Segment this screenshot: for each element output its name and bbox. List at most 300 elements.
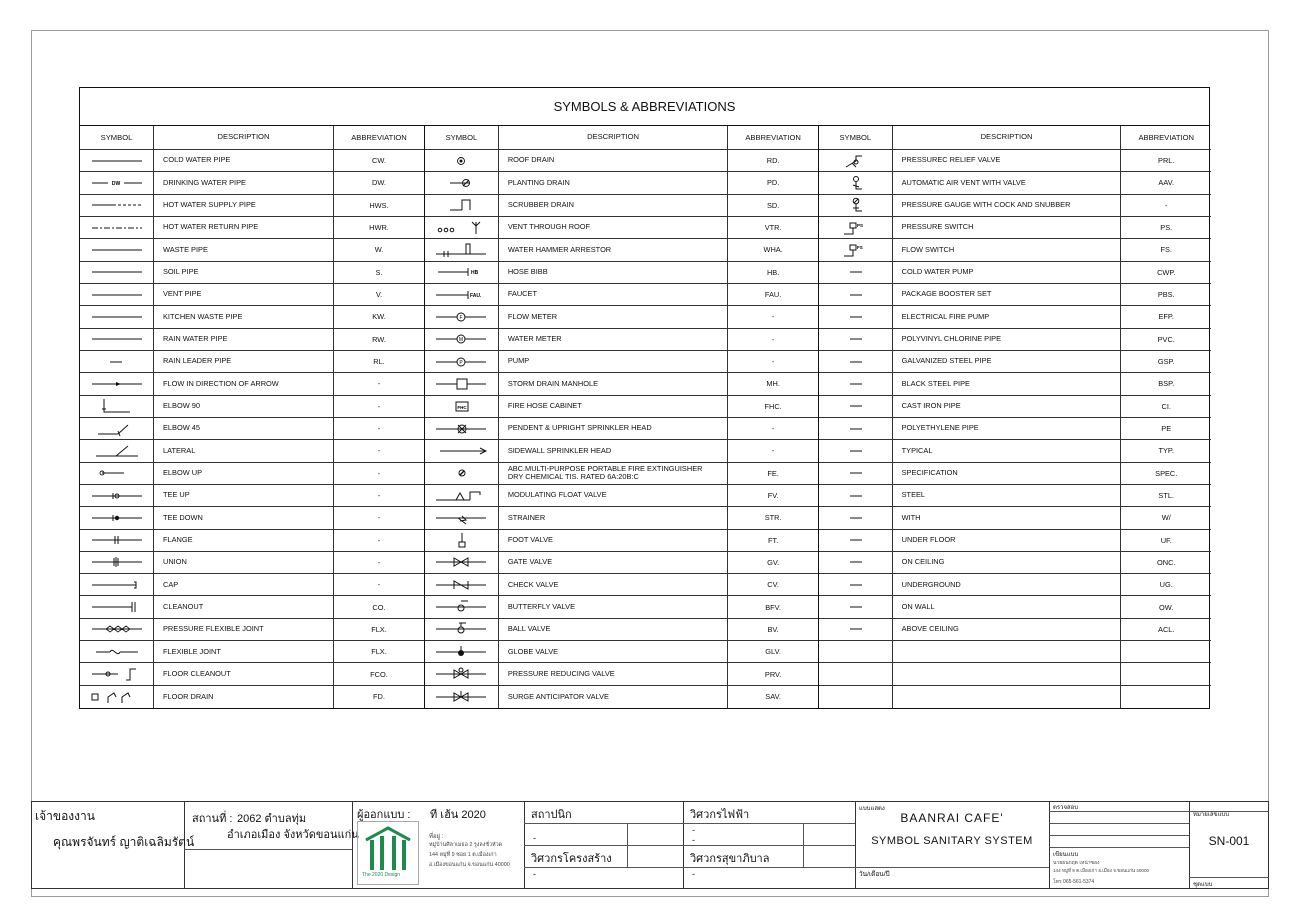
symbol-dash-icon <box>824 577 886 593</box>
symbol-pump-icon <box>430 354 492 370</box>
description-cell: FLANGE <box>154 530 334 551</box>
abbreviation-cell: SPEC. <box>1155 468 1178 478</box>
description-cell: GATE VALVE <box>499 552 728 573</box>
symbol-check-icon <box>430 577 492 593</box>
abbreviation-cell: - <box>377 401 381 411</box>
description-cell: UNDER FLOOR <box>893 530 1122 551</box>
symbol-cell <box>425 641 499 662</box>
symbol-cell <box>425 530 499 551</box>
legend-row <box>425 663 818 685</box>
symbol-cell <box>819 440 893 461</box>
symbol-arrow-icon <box>86 376 148 392</box>
symbol-line-icon <box>86 309 148 325</box>
legend-row <box>819 574 1211 596</box>
abbreviation-cell: PVC. <box>1157 334 1175 344</box>
symbol-dash-icon <box>824 421 886 437</box>
abbreviation-cell: EFP. <box>1158 312 1174 322</box>
symbol-cell <box>819 596 893 617</box>
symbol-cell <box>819 373 893 394</box>
description-cell: VENT PIPE <box>154 284 334 305</box>
symbol-cell <box>80 351 154 372</box>
checked-label: ตรวจสอบ <box>1053 805 1079 811</box>
symbol-cell <box>80 329 154 350</box>
symbol-pfj-icon <box>86 621 148 637</box>
abbreviation-cell: UG. <box>1159 580 1173 590</box>
symbol-sprinkler-icon <box>430 421 492 437</box>
description-cell: CAST IRON PIPE <box>893 396 1122 417</box>
symbol-cell <box>819 686 893 708</box>
symbol-flex-icon <box>86 644 148 660</box>
symbol-line-icon <box>86 331 148 347</box>
description-cell: BLACK STEEL PIPE <box>893 373 1122 394</box>
symbol-dash-icon <box>824 354 886 370</box>
description-cell: LATERAL <box>154 440 334 461</box>
symbol-cell <box>425 351 499 372</box>
symbol-dash-icon <box>824 331 886 347</box>
description-cell: SOIL PIPE <box>154 262 334 283</box>
description-cell: WATER HAMMER ARRESTOR <box>499 239 728 260</box>
legend-row <box>425 217 818 239</box>
symbol-cell <box>425 262 499 283</box>
description-cell: ELBOW 90 <box>154 396 334 417</box>
symbol-vtr-icon <box>430 220 492 236</box>
symbol-cell <box>80 530 154 551</box>
symbol-cell <box>819 574 893 595</box>
electrical-label: วิศวกรไฟฟ้า <box>690 809 750 821</box>
symbol-cell <box>425 418 499 439</box>
description-cell: GALVANIZED STEEL PIPE <box>893 351 1122 372</box>
legend-row <box>819 284 1211 306</box>
abbreviation-cell: ACL. <box>1158 624 1175 634</box>
symbol-elbow90-icon <box>86 398 148 414</box>
symbol-cell <box>80 686 154 708</box>
description-cell: POLYVINYL CHLORINE PIPE <box>893 329 1122 350</box>
description-cell: FLOOR CLEANOUT <box>154 663 334 684</box>
abbreviation-cell: HWR. <box>369 223 389 233</box>
symbol-cell <box>425 217 499 238</box>
abbreviation-cell: RW. <box>372 334 386 344</box>
symbol-cell <box>425 552 499 573</box>
legend-row <box>425 239 818 261</box>
description-cell: PACKAGE BOOSTER SET <box>893 284 1122 305</box>
legend-row <box>819 150 1211 172</box>
symbol-cell <box>80 641 154 662</box>
description-cell: CAP <box>154 574 334 595</box>
sheet-label: หมายเลขแบบ <box>1193 812 1230 818</box>
symbol-cell <box>80 507 154 528</box>
symbol-dash-icon <box>824 443 886 459</box>
legend-row <box>425 574 818 596</box>
abbreviation-cell: PRV. <box>764 669 782 679</box>
abbreviation-cell: FE. <box>767 468 779 478</box>
description-cell: VENT THROUGH ROOF <box>499 217 728 238</box>
symbol-hb-icon <box>430 264 492 280</box>
abbreviation-cell: FLX. <box>371 647 387 657</box>
abbreviation-cell: - <box>377 491 381 500</box>
description-cell: STRAINER <box>499 507 728 528</box>
legend-row <box>819 619 1211 641</box>
svg-text:DW: DW <box>111 180 120 187</box>
symbol-cell <box>80 485 154 506</box>
symbol-line-icon <box>86 242 148 258</box>
abbreviation-cell: DW. <box>372 178 386 188</box>
abbreviation-cell: - <box>377 446 381 456</box>
legend-columns <box>80 126 1209 708</box>
legend-row <box>80 373 424 395</box>
symbol-cell <box>819 485 893 506</box>
sanitary-dash: - <box>692 869 695 879</box>
header-symbol: SYMBOL <box>80 126 154 149</box>
description-cell: ELBOW 45 <box>154 418 334 439</box>
symbol-cell <box>80 306 154 327</box>
symbol-cell <box>819 663 893 684</box>
description-cell: FIRE HOSE CABINET <box>499 396 728 417</box>
symbol-dashed-short-icon <box>86 197 148 213</box>
symbol-floatvalve-icon <box>430 488 492 504</box>
symbol-cell <box>819 284 893 305</box>
abbreviation-cell: - <box>771 446 775 456</box>
symbol-dash-icon <box>824 532 886 548</box>
date-label: วัน/เดือน/ปี <box>859 871 890 878</box>
symbol-gate-icon <box>430 554 492 570</box>
legend-row <box>80 619 424 641</box>
header-description: DESCRIPTION <box>893 126 1122 149</box>
symbol-cell <box>80 262 154 283</box>
legend-row <box>425 262 818 284</box>
symbol-ball-icon <box>430 621 492 637</box>
legend-row <box>425 440 818 462</box>
symbol-cell <box>819 530 893 551</box>
symbol-cell <box>425 172 499 193</box>
address-line-1: หมู่บ้านศิลาเมธอ 2 รูงลงชั่วหัวด <box>429 842 503 848</box>
abbreviation-cell: PBS. <box>1157 290 1175 300</box>
legend-row <box>425 596 818 618</box>
symbol-line-icon <box>86 264 148 280</box>
legend-row <box>425 552 818 574</box>
symbol-cell <box>425 507 499 528</box>
abbreviation-cell: W/ <box>1161 513 1171 523</box>
symbol-cell <box>80 150 154 171</box>
description-cell: PRESSURE FLEXIBLE JOINT <box>154 619 334 640</box>
abbreviation-cell: CW. <box>372 156 386 166</box>
legend-row <box>80 239 424 261</box>
symbol-cell <box>80 619 154 640</box>
symbol-fco-icon <box>86 666 148 682</box>
description-cell: SIDEWALL SPRINKLER HEAD <box>499 440 728 461</box>
symbol-cell <box>425 195 499 216</box>
symbol-cell <box>819 195 893 216</box>
symbol-flange-icon <box>86 532 148 548</box>
abbreviation-cell: SD. <box>766 200 780 210</box>
abbreviation-cell: - <box>771 334 775 344</box>
symbol-dash-icon <box>824 554 886 570</box>
symbol-short-icon <box>86 354 148 370</box>
legend-row <box>819 507 1211 529</box>
symbol-cell <box>425 150 499 171</box>
legend-header-row <box>80 126 424 150</box>
legend-row <box>425 686 818 708</box>
legend-row <box>425 284 818 306</box>
legend-row <box>80 507 424 529</box>
symbol-cell <box>80 284 154 305</box>
abbreviation-cell: CO. <box>372 602 386 612</box>
abbreviation-cell: FD. <box>373 692 385 702</box>
legend-row <box>819 329 1211 351</box>
legend-row <box>80 284 424 306</box>
symbol-strainer-icon <box>430 510 492 526</box>
electrical-dash-1: - <box>692 825 695 835</box>
architect-label: สถาปนิก <box>531 809 572 821</box>
symbol-wm-icon <box>430 331 492 347</box>
drawn-label: เขียนแบบ <box>1053 852 1079 858</box>
symbol-cell <box>425 440 499 461</box>
abbreviation-cell <box>1121 641 1211 662</box>
legend-row <box>80 574 424 596</box>
symbol-cell <box>819 150 893 171</box>
legend-row <box>425 351 818 373</box>
description-cell: WITH <box>893 507 1122 528</box>
symbol-fm-icon <box>430 309 492 325</box>
symbol-sidewall-icon <box>430 443 492 459</box>
abbreviation-cell: PD. <box>766 178 780 188</box>
legend-row <box>425 172 818 194</box>
symbol-cell <box>425 619 499 640</box>
symbol-cleanout-icon <box>86 599 148 615</box>
legend-row <box>80 150 424 172</box>
symbol-cell <box>819 619 893 640</box>
description-cell: ON WALL <box>893 596 1122 617</box>
abbreviation-cell: - <box>377 580 381 590</box>
legend-row <box>80 463 424 485</box>
description-cell <box>893 686 1122 708</box>
symbol-fs-icon <box>824 242 886 258</box>
owner-label: เจ้าของงาน <box>35 809 95 823</box>
symbol-prv-icon <box>430 666 492 682</box>
symbol-footvalve-icon <box>430 532 492 548</box>
legend-row <box>425 530 818 552</box>
abbreviation-cell: FT. <box>767 535 779 545</box>
symbol-cell <box>80 440 154 461</box>
location-label: สถานที่ : <box>192 813 233 825</box>
symbol-line-icon <box>86 287 148 303</box>
symbol-sav-icon <box>430 689 492 705</box>
abbreviation-cell: BV. <box>767 624 779 634</box>
symbol-teedown-icon <box>86 510 148 526</box>
abbreviation-cell: HB. <box>766 267 780 277</box>
description-cell: COLD WATER PUMP <box>893 262 1122 283</box>
abbreviation-cell: WHA. <box>763 245 783 255</box>
location-line-1: 2062 ตำบลทุ่ม <box>237 813 307 825</box>
description-cell: BALL VALVE <box>499 619 728 640</box>
drawing-label: แบบแสดง <box>859 806 885 812</box>
legend-row <box>819 641 1211 663</box>
symbol-cell <box>819 641 893 662</box>
legend-row <box>819 351 1211 373</box>
abbreviation-cell: FV. <box>767 491 779 500</box>
abbreviation-cell: S. <box>375 267 383 277</box>
description-cell: FLOOR DRAIN <box>154 686 334 708</box>
abbreviation-cell: TYP. <box>1158 446 1174 456</box>
symbol-cell <box>80 552 154 573</box>
abbreviation-cell: STL. <box>1158 491 1175 500</box>
symbol-gauge-icon <box>824 197 886 213</box>
description-cell: CHECK VALVE <box>499 574 728 595</box>
legend-row <box>819 262 1211 284</box>
abbreviation-cell: - <box>771 424 775 434</box>
description-cell: MODULATING FLOAT VALVE <box>499 485 728 506</box>
symbol-dash-icon <box>824 510 886 526</box>
header-symbol: SYMBOL <box>425 126 499 149</box>
legend-row <box>80 351 424 373</box>
drawn-address: 144 หมู่ที่ 9 ต.เมืองเก่า อ.เมือง จ.ขอนแก่น 40000 <box>1053 868 1150 873</box>
legend-row <box>80 329 424 351</box>
symbol-cell <box>819 396 893 417</box>
title-block <box>31 801 1269 889</box>
abbreviation-cell: FCO. <box>370 669 388 679</box>
abbreviation-cell: GV. <box>767 557 780 567</box>
symbol-ps-icon <box>824 220 886 236</box>
description-cell: FAUCET <box>499 284 728 305</box>
symbol-aav-icon <box>824 175 886 191</box>
description-cell: ELBOW UP <box>154 463 334 484</box>
legend-row <box>80 440 424 462</box>
description-cell: UNION <box>154 552 334 573</box>
symbol-cell <box>425 329 499 350</box>
description-cell: SCRUBBER DRAIN <box>499 195 728 216</box>
symbol-manhole-icon <box>430 376 492 392</box>
abbreviation-cell: ONC. <box>1156 557 1176 567</box>
legend-row <box>80 552 424 574</box>
symbol-cell <box>425 686 499 708</box>
abbreviation-cell: FAU. <box>764 290 782 300</box>
abbreviation-cell: - <box>377 468 381 478</box>
structural-label: วิศวกรโครงสร้าง <box>531 853 612 865</box>
svg-text:P: P <box>459 359 464 366</box>
structural-dash: - <box>533 869 536 879</box>
symbol-dash-icon <box>824 398 886 414</box>
description-cell: SPECIFICATION <box>893 463 1122 484</box>
legend-row <box>425 396 818 418</box>
symbol-cell <box>425 663 499 684</box>
legend-header-row <box>819 126 1211 150</box>
abbreviation-cell: KW. <box>372 312 386 322</box>
designer-label: ผู้ออกแบบ : <box>357 809 411 821</box>
abbreviation-cell: PE <box>1161 424 1172 434</box>
owner-name: คุณพรจันทร์ ญาติเฉลิมรัตน์ <box>53 835 195 849</box>
legend-row <box>425 329 818 351</box>
description-cell: PRESSUREC RELIEF VALVE <box>893 150 1122 171</box>
abbreviation-cell: - <box>1165 200 1168 210</box>
description-cell: ELECTRICAL FIRE PUMP <box>893 306 1122 327</box>
symbol-cell <box>425 485 499 506</box>
abbreviation-cell: HWS. <box>369 200 389 210</box>
legend-column-1 <box>80 126 425 708</box>
description-cell: WATER METER <box>499 329 728 350</box>
description-cell: KITCHEN WASTE PIPE <box>154 306 334 327</box>
abbreviation-cell: BFV. <box>765 602 781 612</box>
symbol-cell <box>80 217 154 238</box>
description-cell: ON CEILING <box>893 552 1122 573</box>
header-description: DESCRIPTION <box>499 126 728 149</box>
abbreviation-cell: - <box>377 513 381 523</box>
symbol-cell <box>80 396 154 417</box>
abbreviation-cell: CI. <box>1161 401 1171 411</box>
architect-dash: - <box>533 833 536 843</box>
symbol-dash-icon <box>824 287 886 303</box>
description-cell: FLOW METER <box>499 306 728 327</box>
legend-row <box>819 440 1211 462</box>
description-cell: SURGE ANTICIPATOR VALVE <box>499 686 728 708</box>
description-cell: PRESSURE REDUCING VALVE <box>499 663 728 684</box>
symbol-elbow45-icon <box>86 421 148 437</box>
description-cell: PENDENT & UPRIGHT SPRINKLER HEAD <box>499 418 728 439</box>
abbreviation-cell: PS. <box>1160 223 1173 233</box>
symbol-dash-icon <box>824 465 886 481</box>
symbol-cell <box>819 239 893 260</box>
symbol-cell <box>80 463 154 484</box>
symbol-cell <box>425 574 499 595</box>
header-abbreviation: ABBREVIATION <box>745 132 801 142</box>
symbol-cell <box>425 596 499 617</box>
description-cell: STEEL <box>893 485 1122 506</box>
svg-text:HB: HB <box>471 270 479 277</box>
abbreviation-cell: BSP. <box>1158 379 1175 389</box>
description-cell: UNDERGROUND <box>893 574 1122 595</box>
abbreviation-cell: AAV. <box>1158 178 1175 188</box>
description-cell: CLEANOUT <box>154 596 334 617</box>
symbol-dash-icon <box>824 621 886 637</box>
legend-row <box>425 195 818 217</box>
abbreviation-cell: - <box>771 357 775 367</box>
abbreviation-cell: PRL. <box>1158 156 1175 166</box>
symbol-butterfly-icon <box>430 599 492 615</box>
description-cell: FOOT VALVE <box>499 530 728 551</box>
legend-row <box>425 306 818 328</box>
symbol-fhc-icon <box>430 398 492 414</box>
electrical-dash-2: - <box>692 835 695 845</box>
legend-header-row <box>425 126 818 150</box>
abbreviation-cell: FS. <box>1160 245 1172 255</box>
symbol-union-icon <box>86 554 148 570</box>
legend-row <box>819 306 1211 328</box>
abbreviation-cell: SAV. <box>765 692 781 702</box>
legend-row <box>80 418 424 440</box>
symbol-cell <box>80 596 154 617</box>
symbol-dash-icon <box>824 599 886 615</box>
symbol-cell <box>819 463 893 484</box>
abbreviation-cell: CV. <box>767 580 779 590</box>
abbreviation-cell: GLV. <box>765 647 781 657</box>
abbreviation-cell: RL. <box>373 357 385 367</box>
legend-row <box>819 396 1211 418</box>
legend-column-2 <box>425 126 819 708</box>
address-line-3: อ.เมืองขอนแก่น จ.ขอนแก่น 40000 <box>429 862 510 868</box>
abbreviation-cell: FHC. <box>764 401 782 411</box>
legend-row <box>819 239 1211 261</box>
project-name: BAANRAI CAFE' <box>900 811 1004 825</box>
legend-row <box>80 686 424 708</box>
legend-row <box>80 306 424 328</box>
description-cell: ROOF DRAIN <box>499 150 728 171</box>
symbol-extinguisher-icon <box>430 465 492 481</box>
symbol-cell <box>819 552 893 573</box>
symbol-dw-icon <box>86 175 148 191</box>
abbreviation-cell: OW. <box>1159 602 1174 612</box>
legend-row <box>819 530 1211 552</box>
symbol-roofdrain-icon <box>430 153 492 169</box>
symbol-cell <box>80 418 154 439</box>
symbol-lateral-icon <box>86 443 148 459</box>
